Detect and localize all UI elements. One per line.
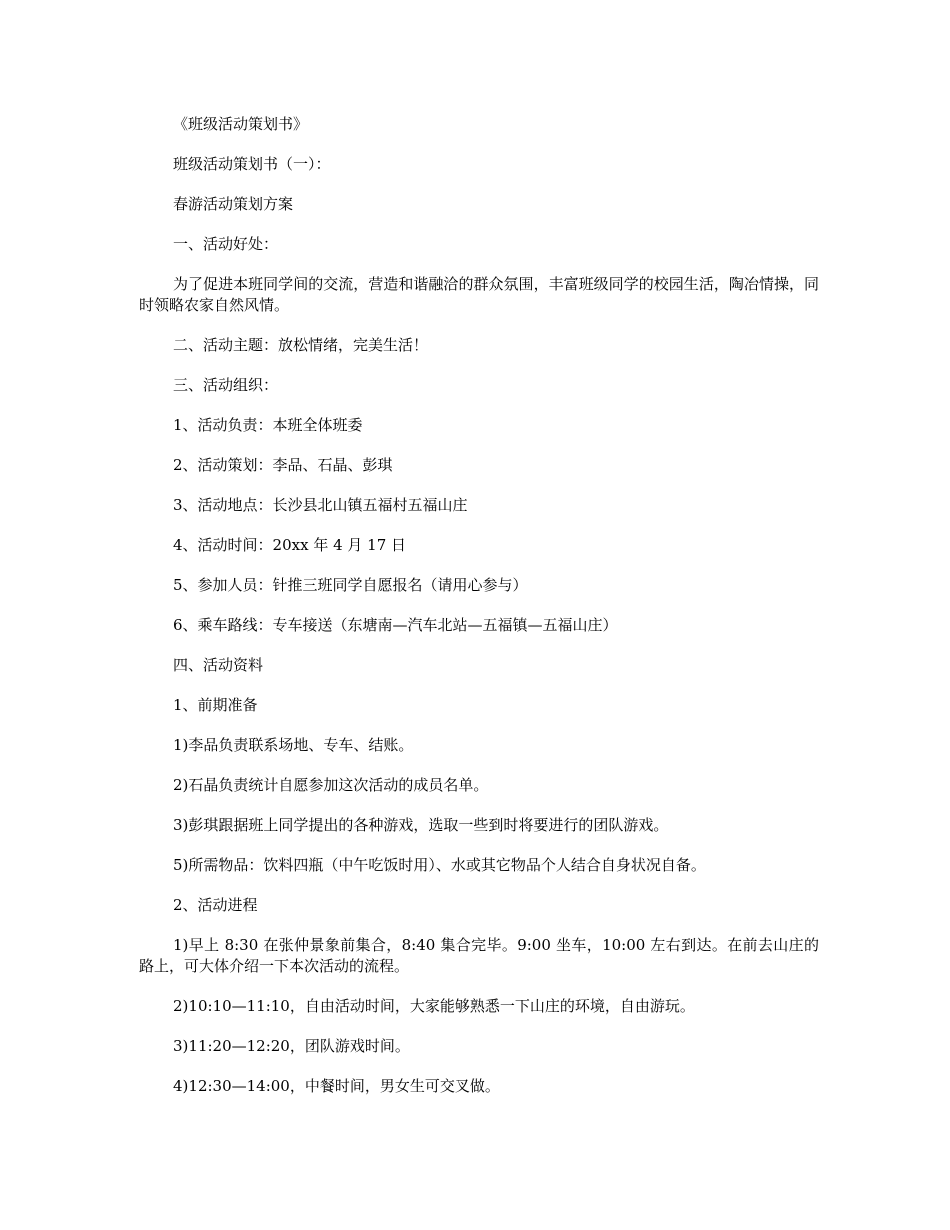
list-item: 2、活动策划：李品、石晶、彭琪 [173, 456, 393, 474]
list-item: 6、乘车路线：专车接送（东塘南—汽车北站—五福镇—五福山庄） [173, 616, 618, 634]
list-item: 4)12:30—14:00，中餐时间，男女生可交叉做。 [173, 1077, 500, 1095]
list-item: 2)石晶负责统计自愿参加这次活动的成员名单。 [173, 776, 489, 794]
list-item: 2)10:10—11:10，自由活动时间，大家能够熟悉一下山庄的环境，自由游玩。 [173, 997, 695, 1015]
subsection-heading: 2、活动进程 [173, 896, 258, 914]
list-item: 1)李品负责联系场地、专车、结账。 [173, 736, 414, 754]
list-item: 5、参加人员：针推三班同学自愿报名（请用心参与） [173, 576, 528, 594]
list-item: 1、活动负责：本班全体班委 [173, 416, 363, 434]
list-item: 3)11:20—12:20，团队游戏时间。 [173, 1037, 410, 1055]
list-item: 3、活动地点：长沙县北山镇五福村五福山庄 [173, 496, 468, 514]
list-item: 4、活动时间：20xx 年 4 月 17 日 [173, 536, 407, 554]
list-item: 1)早上 8:30 在张仲景象前集合，8:40 集合完毕。9:00 坐车，10:00 左右到达。在前去山庄的路上，可大体介绍一下本次活动的流程。 [139, 936, 819, 975]
document-body [139, 114, 819, 1116]
section-heading: 一、活动好处： [173, 235, 279, 253]
document-title: 《班级活动策划书》 [173, 115, 309, 133]
section-heading: 四、活动资料 [173, 656, 264, 674]
section-heading: 二、活动主题：放松情绪，完美生活！ [173, 336, 429, 354]
paragraph: 为了促进本班同学间的交流，营造和谐融洽的群众氛围，丰富班级同学的校园生活，陶冶情操，同时领略农家自然风情。 [139, 275, 819, 314]
subsection-heading: 1、前期准备 [173, 696, 258, 714]
list-item: 3)彭琪跟据班上同学提出的各种游戏，选取一些到时将要进行的团队游戏。 [173, 816, 669, 834]
list-item: 5)所需物品：饮料四瓶（中午吃饭时用）、水或其它物品个人结合自身状况自备。 [173, 856, 706, 874]
subtitle: 春游活动策划方案 [173, 195, 294, 213]
section-heading: 三、活动组织： [173, 376, 279, 394]
section-heading: 班级活动策划书（一）： [173, 155, 331, 173]
